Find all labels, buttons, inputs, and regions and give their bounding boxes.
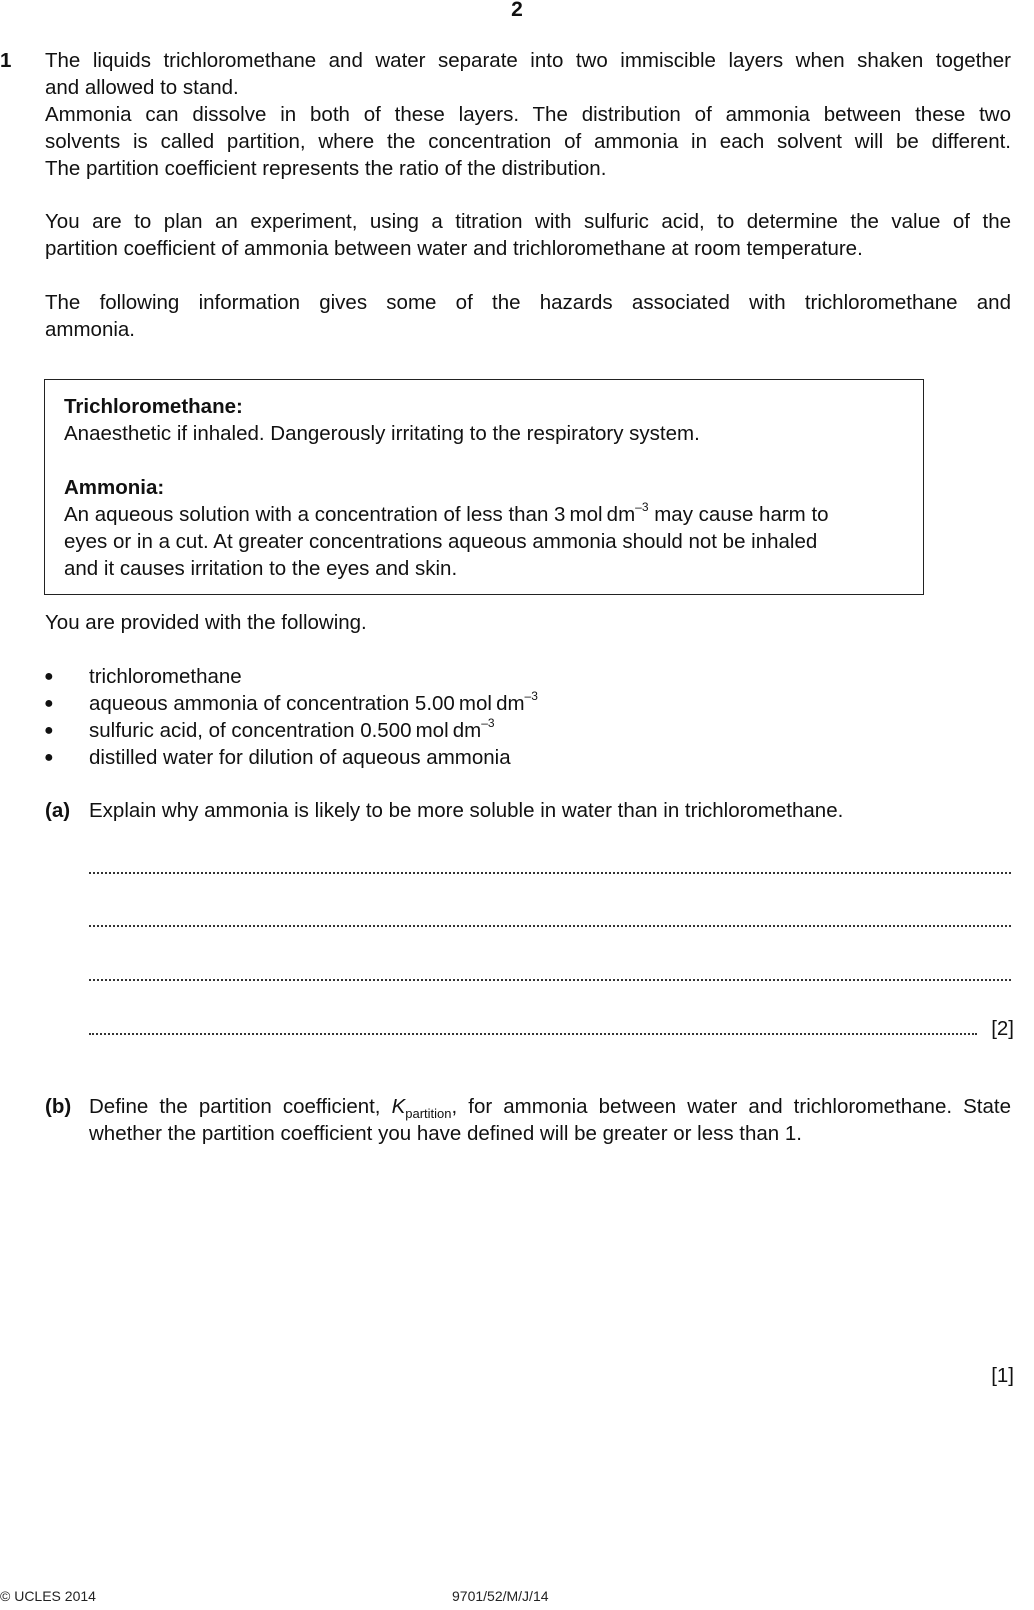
intro-line: The partition coefficient represents the ratio of the distribution. [45, 157, 607, 180]
hazard-text-ammonia-line-3: and it causes irritation to the eyes and skin. [64, 557, 458, 580]
footer-paper-code: 9701/52/M/J/14 [452, 1588, 549, 1604]
plan-paragraph [45, 208, 1011, 262]
page-number: 2 [511, 0, 523, 21]
question-number: 1 [0, 49, 12, 72]
hazard-title-ammonia: Ammonia: [64, 476, 165, 499]
answer-line[interactable] [89, 915, 1011, 927]
plan-line-2: partition coefficient of ammonia between water and trichloromethane at room temperature. [45, 237, 863, 260]
hazard-box [44, 379, 924, 595]
provided-item-text: distilled water for dilution of aqueous ammonia [89, 746, 511, 769]
bullet-icon: ● [44, 749, 54, 766]
part-b-question [89, 1093, 1011, 1147]
intro-line: and allowed to stand. [45, 76, 239, 99]
bullet-icon: ● [44, 668, 54, 685]
part-a-question: Explain why ammonia is likely to be more soluble in water than in trichloromethane. [89, 799, 844, 822]
hazard-title-trichloromethane: Trichloromethane: [64, 395, 243, 418]
footer-copyright: © UCLES 2014 [0, 1588, 96, 1604]
intro-line: Ammonia can dissolve in both of these layers. The distribution of ammonia between these two [45, 103, 1011, 126]
hazard-text-ammonia-line-1: An aqueous solution with a concentration of less than 3 mol $dm^{-3}$ may cause harm to [64, 500, 829, 526]
part-b-line-2: whether the partition coefficient you have defined will be greater or less than 1. [89, 1122, 802, 1145]
provided-item [0, 744, 600, 771]
hazard-text-ammonia-line-2: eyes or in a cut. At greater concentrations aqueous ammonia should not be inhaled [64, 530, 818, 553]
part-b-marks: [1] [991, 1364, 1014, 1387]
part-a-label: (a) [45, 799, 71, 822]
hazard-intro-line-1: The following information gives some of the hazards associated with trichloromethane and [45, 291, 1011, 314]
provided-item [0, 663, 600, 690]
bullet-icon: ● [44, 695, 54, 712]
hazard-intro-line-2: ammonia. [45, 318, 136, 341]
bullet-icon: ● [44, 722, 54, 739]
hazard-intro-paragraph [45, 289, 1011, 343]
provided-item-text: aqueous ammonia of concentration 5.00 mol $dm^{-3}$ [89, 689, 538, 715]
provided-item [0, 690, 600, 717]
part-a-marks: [2] [991, 1017, 1014, 1040]
answer-line[interactable] [89, 1023, 977, 1035]
provided-item-text: sulfuric acid, of concentration 0.500 mol $dm^{-3}$ [89, 716, 495, 742]
intro-line: The liquids trichloromethane and water separate into two immiscible layers when shaken together [45, 49, 1011, 72]
part-b-line-1: Define the partition coefficient, $K_{partition}$, for ammonia between water and trichloromethane. State [89, 1095, 1011, 1122]
provided-item-text: trichloromethane [89, 665, 242, 688]
plan-line-1: You are to plan an experiment, using a titration with sulfuric acid, to determine the value of the [45, 210, 1011, 233]
hazard-text-trichloromethane: Anaesthetic if inhaled. Dangerously irritating to the respiratory system. [64, 422, 700, 445]
part-b-answer-space[interactable] [89, 1160, 1011, 1380]
provided-item [0, 717, 600, 744]
answer-line[interactable] [89, 862, 1011, 874]
intro-paragraph [45, 47, 1011, 182]
provided-intro: You are provided with the following. [45, 611, 367, 634]
intro-line: solvents is called partition, where the concentration of ammonia in each solvent will be different. [45, 130, 1011, 153]
part-b-label: (b) [45, 1095, 72, 1118]
answer-line[interactable] [89, 969, 1011, 981]
